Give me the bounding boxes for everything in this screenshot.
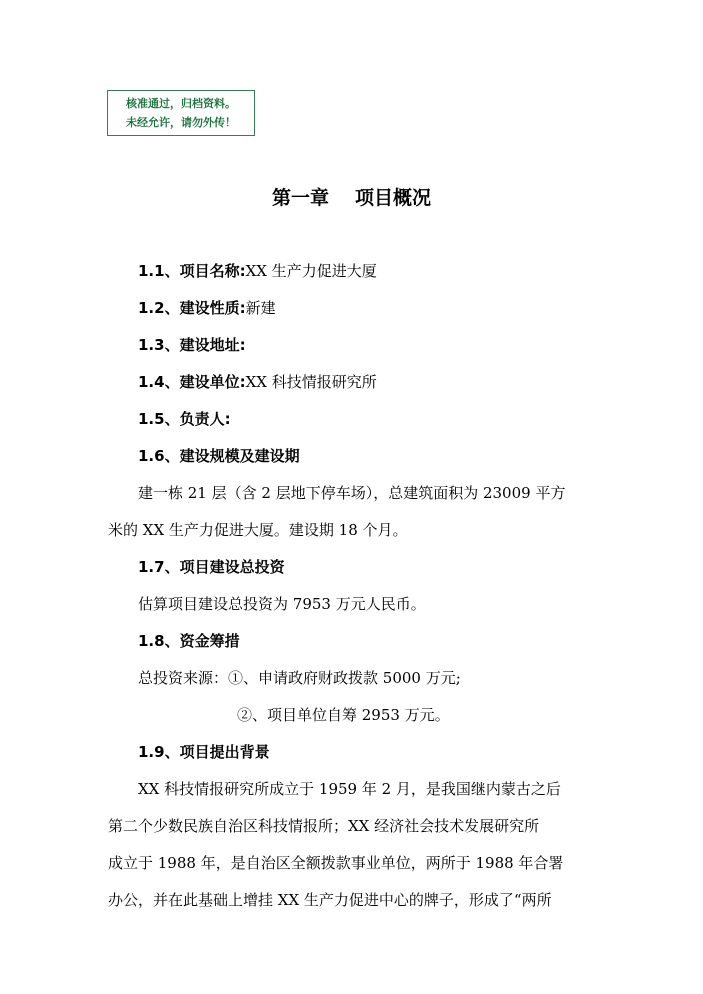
item-value: XX 科技情报研究所 <box>245 373 377 391</box>
item-background-heading <box>138 741 270 762</box>
item-project-name <box>138 260 377 281</box>
scale-text-line-1: 建一栋 21 层（含 2 层地下停车场），总建筑面积为 23009 平方 <box>138 484 566 502</box>
chapter-name: 项目概况 <box>355 187 432 209</box>
item-construction-address <box>138 334 246 355</box>
item-funding-heading <box>138 630 240 651</box>
chapter-number: 第一章 <box>271 187 329 209</box>
item-label: 1.4、建设单位: <box>138 373 246 391</box>
item-label: 1.3、建设地址: <box>138 336 246 354</box>
item-label: 1.9、项目提出背景 <box>138 743 270 761</box>
background-text-line-1: XX 科技情报研究所成立于 1959 年 2 月，是我国继内蒙古之后 <box>138 780 561 798</box>
item-value: XX 生产力促进大厦 <box>245 262 377 280</box>
item-label: 1.7、项目建设总投资 <box>138 558 285 576</box>
background-text-line-2: 第二个少数民族自治区科技情报所；XX 经济社会技术发展研究所 <box>108 817 540 835</box>
item-label: 1.1、项目名称: <box>138 262 246 280</box>
item-construction-nature <box>138 297 276 318</box>
approval-stamp <box>107 90 255 136</box>
stamp-line-1: 核准通过，归档资料。 <box>126 97 236 110</box>
background-text-line-4: 办公，并在此基础上增挂 XX 生产力促进中心的牌子，形成了“两所 <box>108 891 552 909</box>
chapter-title <box>0 183 703 210</box>
investment-text: 估算项目建设总投资为 7953 万元人民币。 <box>138 595 426 613</box>
item-person-in-charge <box>138 408 231 429</box>
item-investment-heading <box>138 556 285 577</box>
item-label: 1.5、负责人: <box>138 410 231 428</box>
item-label: 1.8、资金筹措 <box>138 632 240 650</box>
item-label: 1.2、建设性质: <box>138 299 246 317</box>
funding-text-line-2: ②、项目单位自筹 2953 万元。 <box>237 706 450 724</box>
item-construction-unit <box>138 371 377 392</box>
stamp-line-2: 未经允许，请勿外传！ <box>126 116 236 129</box>
funding-text-line-1: 总投资来源：①、申请政府财政拨款 5000 万元; <box>138 669 461 687</box>
item-value: 新建 <box>245 299 276 317</box>
item-scale-heading <box>138 445 300 466</box>
item-label: 1.6、建设规模及建设期 <box>138 447 300 465</box>
scale-text-line-2: 米的 XX 生产力促进大厦。建设期 18 个月。 <box>108 521 408 539</box>
background-text-line-3: 成立于 1988 年，是自治区全额拨款事业单位，两所于 1988 年合署 <box>108 854 564 872</box>
